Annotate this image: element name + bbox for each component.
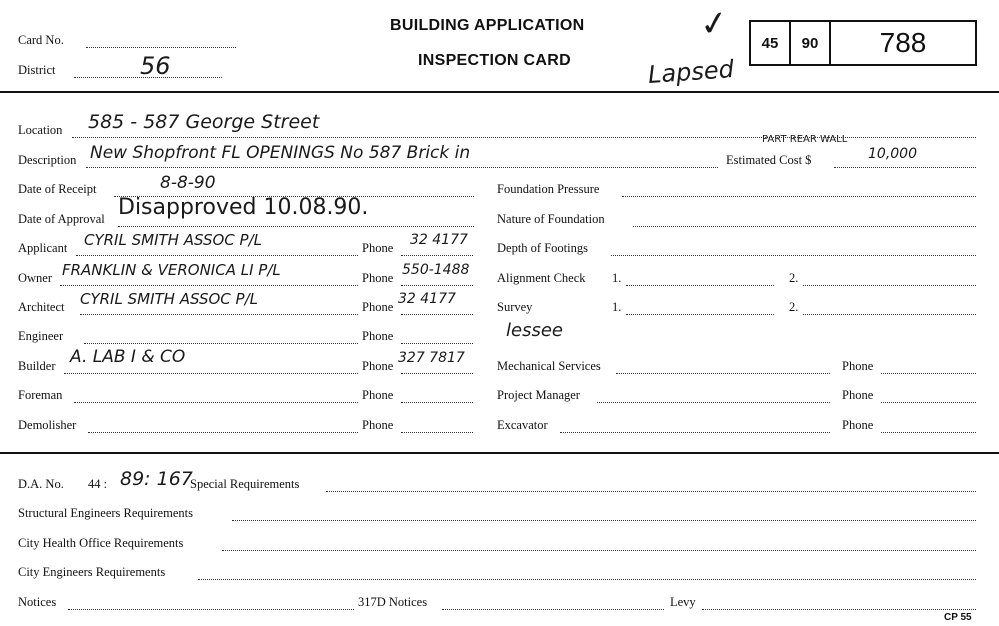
notices-317d-field[interactable] — [442, 609, 664, 610]
builder-label: Builder — [18, 359, 56, 373]
applicant-label: Applicant — [18, 241, 68, 255]
estimated-cost-label: Estimated Cost $ — [726, 153, 812, 167]
foreman-phone-field[interactable] — [401, 402, 473, 403]
card-title-line2: INSPECTION CARD — [418, 52, 571, 69]
receipt-label: Date of Receipt — [18, 182, 97, 196]
excavator-phone-label: Phone — [842, 418, 874, 432]
architect-phone-label: Phone — [362, 300, 394, 314]
approval-value: Disapproved 10.08.90. — [118, 195, 369, 220]
city-health-field[interactable] — [222, 550, 976, 551]
code-box-c — [829, 20, 977, 66]
approval-field[interactable] — [118, 226, 474, 227]
engineer-phone-field[interactable] — [401, 343, 473, 344]
owner-label: Owner — [18, 271, 53, 285]
location-value: 585 - 587 George Street — [88, 111, 320, 133]
owner-value: FRANKLIN & VERONICA LI P/L — [62, 261, 281, 279]
applicant-phone-label: Phone — [362, 241, 394, 255]
survey-num-2: 2. — [789, 300, 799, 314]
owner-phone-label: Phone — [362, 271, 394, 285]
alignment-num-2: 2. — [789, 271, 799, 285]
alignment-check-label: Alignment Check — [497, 271, 586, 285]
demolisher-field[interactable] — [88, 432, 358, 433]
demolisher-phone-label: Phone — [362, 418, 394, 432]
estimated-cost-value: 10,000 — [868, 146, 917, 162]
depth-footings-field[interactable] — [611, 255, 976, 256]
applicant-field[interactable] — [76, 255, 358, 256]
depth-footings-label: Depth of Footings — [497, 241, 588, 255]
structural-engineers-label: Structural Engineers Requirements — [18, 506, 193, 520]
builder-value: A. LAB I & CO — [70, 347, 186, 367]
architect-phone-value: 32 4177 — [398, 291, 456, 307]
builder-phone-field[interactable] — [401, 373, 473, 374]
foreman-field[interactable] — [74, 402, 358, 403]
header-divider — [0, 91, 999, 93]
survey-num-1: 1. — [612, 300, 622, 314]
special-requirements-label: Special Requirements — [190, 477, 300, 491]
section-divider — [0, 452, 999, 454]
code-box-c-value: 788 — [879, 27, 927, 58]
card-no-field[interactable] — [86, 47, 236, 48]
architect-phone-field[interactable] — [401, 314, 473, 315]
mechanical-phone-label: Phone — [842, 359, 874, 373]
mechanical-phone-field[interactable] — [881, 373, 976, 374]
description-value: New Shopfront FL OPENINGS No 587 Brick in — [90, 143, 471, 163]
survey-field-1[interactable] — [626, 314, 774, 315]
excavator-label: Excavator — [497, 418, 548, 432]
builder-phone-value: 327 7817 — [398, 350, 465, 366]
applicant-phone-field[interactable] — [401, 255, 473, 256]
foundation-pressure-field[interactable] — [622, 196, 976, 197]
demolisher-phone-field[interactable] — [401, 432, 473, 433]
code-box-a-value: 45 — [761, 34, 779, 52]
owner-phone-value: 550-1488 — [402, 262, 470, 278]
alignment-field-1[interactable] — [626, 285, 774, 286]
excavator-field[interactable] — [560, 432, 830, 433]
card-title-line1: BUILDING APPLICATION — [390, 17, 585, 34]
architect-label: Architect — [18, 300, 65, 314]
project-manager-label: Project Manager — [497, 388, 580, 402]
description-label: Description — [18, 153, 77, 167]
foreman-phone-label: Phone — [362, 388, 394, 402]
alignment-field-2[interactable] — [803, 285, 976, 286]
demolisher-label: Demolisher — [18, 418, 77, 432]
engineer-phone-label: Phone — [362, 329, 394, 343]
applicant-value: CYRIL SMITH ASSOC P/L — [84, 231, 262, 249]
project-manager-phone-label: Phone — [842, 388, 874, 402]
notices-317d-label: 317D Notices — [358, 595, 428, 609]
levy-label: Levy — [670, 595, 696, 609]
structural-engineers-field[interactable] — [232, 520, 976, 521]
lessee-note: lessee — [506, 320, 563, 341]
mechanical-services-field[interactable] — [616, 373, 830, 374]
district-label: District — [18, 63, 56, 77]
location-label: Location — [18, 123, 63, 137]
mechanical-services-label: Mechanical Services — [497, 359, 601, 373]
check-mark: ✓ — [697, 2, 732, 46]
description-field[interactable] — [86, 167, 718, 168]
alignment-num-1: 1. — [612, 271, 622, 285]
code-box-b — [789, 20, 831, 66]
project-manager-field[interactable] — [597, 402, 830, 403]
da-number-value: 89: 167 — [120, 468, 193, 490]
receipt-value: 8-8-90 — [160, 173, 216, 193]
foreman-label: Foreman — [18, 388, 63, 402]
lapsed-note: Lapsed — [647, 55, 735, 89]
notices-field[interactable] — [68, 609, 354, 610]
da-prefix: 44 : — [88, 477, 108, 491]
district-value: 56 — [140, 52, 171, 80]
card-no-label: Card No. — [18, 33, 64, 47]
excavator-phone-field[interactable] — [881, 432, 976, 433]
applicant-phone-value: 32 4177 — [410, 232, 468, 248]
special-requirements-field[interactable] — [326, 491, 976, 492]
nature-foundation-field[interactable] — [633, 226, 976, 227]
notices-label: Notices — [18, 595, 57, 609]
foundation-pressure-label: Foundation Pressure — [497, 182, 600, 196]
estimated-cost-field[interactable] — [834, 167, 976, 168]
code-box-b-value: 90 — [801, 34, 819, 52]
builder-phone-label: Phone — [362, 359, 394, 373]
description-note: PART REAR WALL — [762, 134, 848, 145]
builder-field[interactable] — [64, 373, 358, 374]
levy-field[interactable] — [702, 609, 976, 610]
owner-phone-field[interactable] — [401, 285, 473, 286]
engineer-label: Engineer — [18, 329, 64, 343]
nature-foundation-label: Nature of Foundation — [497, 212, 605, 226]
project-manager-phone-field[interactable] — [881, 402, 976, 403]
city-health-label: City Health Office Requirements — [18, 536, 184, 550]
owner-field[interactable] — [60, 285, 358, 286]
city-engineers-label: City Engineers Requirements — [18, 565, 166, 579]
survey-field-2[interactable] — [803, 314, 976, 315]
code-box-a — [749, 20, 791, 66]
city-engineers-field[interactable] — [198, 579, 976, 580]
form-code: CP 55 — [944, 612, 972, 623]
approval-label: Date of Approval — [18, 212, 105, 226]
engineer-field[interactable] — [84, 343, 358, 344]
architect-field[interactable] — [80, 314, 358, 315]
architect-value: CYRIL SMITH ASSOC P/L — [80, 290, 258, 308]
da-no-label: D.A. No. — [18, 477, 64, 491]
survey-label: Survey — [497, 300, 533, 314]
